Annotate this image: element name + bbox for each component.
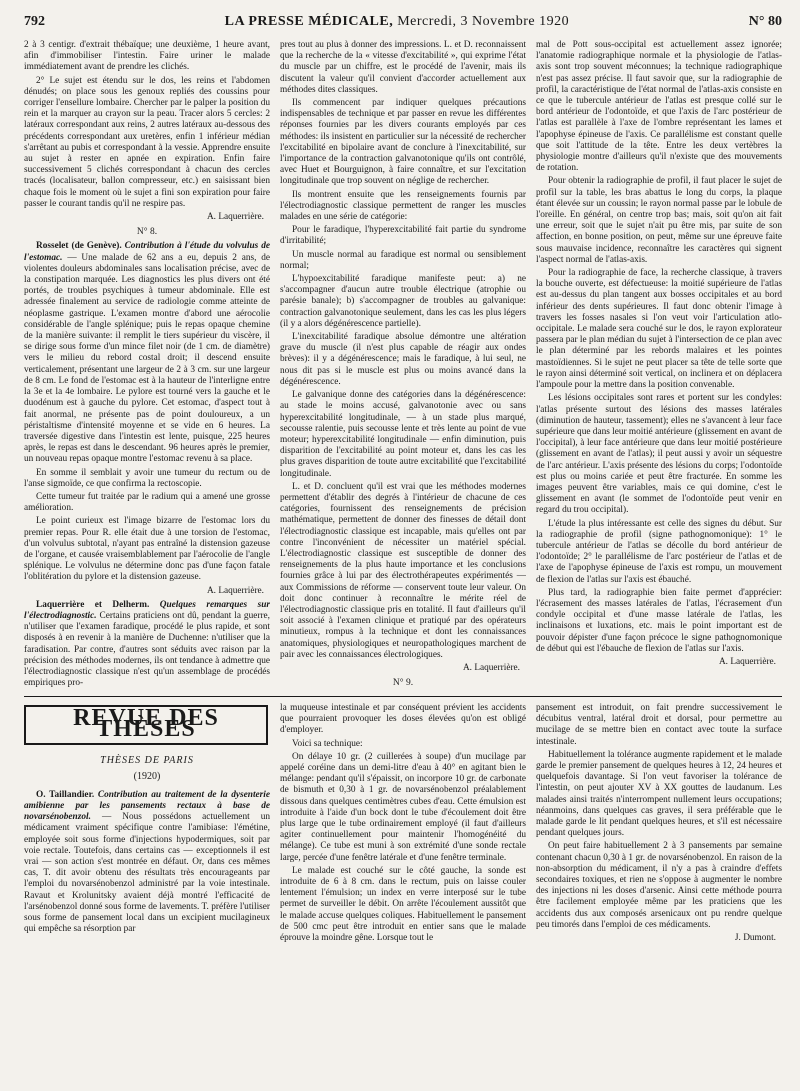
issue-number: N° 80 bbox=[748, 14, 782, 29]
paragraph: L. et D. concluent qu'il est vrai que les méthodes modernes permettent d'établir des degrés à l'intérieur de chacune de ces catégories, fournissent des renseignements de précision mathématique, permettent de donner des finesses de détail dont l'électrodiagnostic classique est incapable, mais qu'elles ont par contre l'inconvénient de nécessiter un matériel spécial. L'électrodiagnostic classique est susceptible de donner des renseignements de la plus haute importance et les conclusions fournies grâce à lui par des électrothérapeutes expérimentés — aux Commissions de réforme — conservent toute leur valeur. On doit donc continuer à reconnaître le mérite réel de l'électrodiagnostic classique pris en totalité. Il faut d'ailleurs qu'il soit associé à l'examen clinique et pratiqué par des opérateurs minutieux, rompus à la technique et dont les connaissances anatomiques, physiologiques et neuropathologiques marchent de pair avec les connaissances électrologiques. bbox=[280, 481, 526, 660]
paragraph: L'inexcitabilité faradique absolue démontre une altération grave du muscle (il n'est plus capable de réagir aux ondes brèves): il y a dégénérescence; mais le faradique, à lui seul, ne nous dit pas si le muscle est plus ou moins avancé dans la dégénérescence. bbox=[280, 332, 526, 387]
article-title: Quelques remarques sur l'électrodiagnostic. bbox=[24, 599, 270, 621]
abstract-text: — Une malade de 62 ans a eu, depuis 2 ans, de violentes douleurs abdominales sans localisation précise, avec de la constipation marquée. Les diagnostics les plus divers ont été portés, de troubles psychiques à tumeur abdominale. Elle est adressée finalement au service de radiologie comme atteinte de néoplasme gastrique. L'examen montre d'abord une aérocolie considérable de l'angle splénique; puis le repas opaque chemine de la manière suivante: il remplit le tiers supérieur du viscère, il se dirige sous forme d'un mince filet noir (de 1 cm. de diamètre) vers le milieu du rebord costal droit; il descend ensuite verticalement, présentant une largeur de 2 à 3 cm. sur une largeur de 8 cm. Le fond de l'estomac est à la hauteur de l'interligne entre la 3e et la 4e lombaire. Le pylore est tourné vers la gauche et le duodénum est à gauche du pylore. Cet estomac, d'aspect tout à fait anormal, ne présente pas de point douloureux, a un péristaltisme d'intensité moyenne et se vide en 6 heures. La traversée digestive dans l'intestin est lente, puisque, 225 heures après, le repas est dans le descendant. 96 heures après le premier, un nouveau repas opaque montre l'estomac revenu à sa place. bbox=[24, 252, 270, 465]
author-name: O. Taillandier. bbox=[36, 789, 95, 800]
section-subheading: THÈSES DE PARIS bbox=[100, 755, 194, 767]
paragraph: Le malade est couché sur le côté gauche, la sonde est introduite de 6 à 8 cm. dans le rectum, puis on laisse couler lentement l'émulsion; un index en verre interposé sur le tube permet de surveiller le débit. On arrête l'écoulement aussitôt que le malade accuse quelques coliques. Habituellement le pansement de 500 cmc peut être introduit en entier sans que le malade éprouve la moindre gêne. Lorsque tout le bbox=[280, 865, 526, 944]
column-1 bbox=[24, 703, 270, 1091]
page-number: 792 bbox=[24, 14, 45, 29]
paragraph: 2° Le sujet est étendu sur le dos, les reins et l'abdomen dénudés; on place sous les genoux repliés des coussins pour corriger l'ensellure lombaire. Chercher par le palper la position du rein et la marquer au crayon sur la peau. Tracer alors 5 cercles: 2 latéraux correspondant aux reins, 2 autres latéraux au-dessous des précédents correspondant aux uretères, enfin 1 inférieur médian s'arrêtant au pubis et correspondant à la vessie. Apprendre ensuite au sujet à rester en apnée en expiration. Enfin faire successivement 5 clichés correspondant à chacun des cercles tracés (localisateur, ballon compresseur, etc.) en saisissant bien chaque fois le moment où le sujet a fini son expiration pour faire passer le courant tandis qu'il ne respire pas. bbox=[24, 75, 270, 209]
paragraph: En somme il semblait y avoir une tumeur du rectum ou de l'anse sigmoïde, ce que confirma la rectoscopie. bbox=[24, 467, 270, 489]
paragraph: Ils montrent ensuite que les renseignements fournis par l'électrodiagnostic classique permettent de ranger les muscles malades en une série de catégorie: bbox=[280, 189, 526, 223]
paragraph: pres tout au plus à donner des impressions. L. et D. reconnaissent que la recherche de la « vitesse d'excitabilité », qui exprime l'état du muscle par un chiffre, est le procédé de l'avenir, mais ils discutent la valeur qu'il convient d'accorder actuellement aux méthodes dites classiques. bbox=[280, 40, 526, 95]
abstract-text: — Nous possédons actuellement un médicament vraiment spécifique contre l'amibiase: l'émétine, employée soit sous forme d'injections hypodermiques, soit par voie rectale. Toutefois, dans certains cas — exceptionnels il est vrai — son action s'est montrée en défaut. Or, dans ces mêmes cas, T. dit avoir obtenu des résultats très encourageants par l'emploi du novarsénobenzol administré par la voie intestinale. Ravaut et Krolunitsky avaient déjà montré l'efficacité de l'arsénobenzol donné sous forme de lavements. T. préfère l'utiliser sous forme de pansement local dans un excipient mucilagineux qui empêche sa résorption par bbox=[24, 812, 270, 935]
paragraph: Les lésions occipitales sont rares et portent sur les condyles: l'atlas présente surtout des lésions des masses latérales (diminution de hauteur, tassement); elles ne s'avancent à leur face supérieure que dans leur moitié antérieure (glissement en avant de l'occipital), à leur face antérieure que dans leur moitié postérieure (glissement en avant de l'atlas); il peut aussi y avoir un séquestre de l'arc antérieur. L'axis présente des lésions du corps; l'odontoïde est plus ou moins cariée et peut être fracturée. En somme les images peuvent être variables, mais ce qui domine, c'est le glissement en avant (le sommet de l'odontoïde peut venir en regard du trou occipital). bbox=[536, 393, 782, 516]
abstract-text: Certains praticiens ont dû, pendant la guerre, n'utiliser que l'examen faradique, procédé le plus rapide, et sont disposés à en revenir à la manière de Duchenne: n'utiliser que la faradisation. Par contre, d'autres sont séduits avec raison par la précision des méthodes modernes, ils ont tendance à admettre que l'électrodiagnostic classique n'est qu'un assemblage de procédés empiriques pro- bbox=[24, 610, 270, 689]
paragraph: Cette tumeur fut traitée par le radium qui a amené une grosse amélioration. bbox=[24, 491, 270, 514]
paragraph: 2 à 3 centigr. d'extrait thébaïque; une deuxième, 1 heure avant, afin d'immobiliser l'intestin. Faire uriner le malade immédiatement avant de prendre les clichés. bbox=[24, 40, 270, 73]
theses-review-columns bbox=[24, 703, 782, 1091]
column-3 bbox=[536, 40, 782, 690]
paragraph: Pour le faradique, l'hyperexcitabilité fait partie du syndrome d'irritabilité; bbox=[280, 225, 526, 247]
author-name: Rosselet (de Genève). bbox=[36, 241, 122, 252]
column-1 bbox=[24, 40, 270, 690]
signature: A. Laquerrière. bbox=[718, 656, 776, 667]
paragraph: Un muscle normal au faradique est normal ou sensiblement normal; bbox=[280, 249, 526, 271]
paragraph: Voici sa technique: bbox=[292, 738, 363, 749]
article-title: Contribution à l'étude du volvulus de l'estomac. bbox=[24, 241, 270, 263]
section-divider bbox=[24, 696, 782, 697]
paragraph: Pour la radiographie de face, la recherche classique, à travers la bouche ouverte, est défectueuse: la moitié supérieure de l'atlas est au-dessus du plan tangent aux bosses occipitales et au bord inférieur des dents supérieures. Il faut donc obtenir l'image à travers les fosses nasales si l'on veut voir l'articulation atlo-occipitale. Le malade sera couché sur le dos, le rayon explorateur passera par le plan médian du sujet à l'intersection de ce plan avec le plan déterminé par les rebords malaires et les pointes mastoïdiennes. Si le sujet ne peut placer sa tête de telle sorte que le rayon ainsi déterminé soit vertical, on inclinera et on déplacera l'ampoule pour la mettre dans la position convenable. bbox=[536, 268, 782, 391]
paragraph: On délaye 10 gr. (2 cuillerées à soupe) d'un mucilage par appelé coréine dans un demi-litre d'eau à 40° en agitant bien le mélange: pendant qu'il s'épaissit, on incorpore 10 gr. de carbonate de bismuth et 0,30 à 1 gr. de novarsénobenzol préalablement dissous dans quelques centimètres cubes d'eau. Cette émulsion est introduite à l'aide d'un bock dont le tube d'écoulement doit être plus large que le tube ordinairement employé (il faut d'ailleurs agiter continuellement pour maintenir l'homogénéité du mélange). Ce tube est muni à son extrémité d'une sonde rectale large, percée d'une fenêtre latérale et d'une fenêtre terminale. bbox=[280, 751, 526, 863]
paragraph: Pour obtenir la radiographie de profil, il faut placer le sujet de profil sur la table, les bras abattus le long du corps, la plaque étant élevée sur un coussin; le rayon normal passe par le lobule de l'oreille. En général, on centre trop bas; mais, soit qu'on ait fait une erreur, soit que le sujet n'ait pu être mis, par suite de son affection, en bonne position, on peut, même sur une épreuve faite sous mauvaise incidence, reconnaître les caractères qui signent l'aspect normal de l'atlas-axis. bbox=[536, 176, 782, 265]
paragraph: On peut faire habituellement 2 à 3 pansements par semaine contenant chacun 0,30 à 1 gr. de novarsénobenzol. En raison de la non-absorption du médicament, il n'y a pas à craindre d'effets secondaires toxiques, et rien ne s'oppose à augmenter le nombre des injections ni les doses d'arsenic. Ainsi cette méthode pourra être facilement employée même par les praticiens que les accidents dus aux composés arsenicaux ont pu rendre quelque peu timorés dans l'emploi de ces médicaments. bbox=[536, 841, 782, 930]
abstract-paragraph bbox=[24, 600, 270, 690]
section-number: N° 9. bbox=[392, 678, 414, 689]
paragraph: Ils commencent par indiquer quelques précautions indispensables de technique et par passer en revue les différentes réponses fournies par les divers courants employés par ces méthodes: ils insistent en particulier sur la nécessité de rechercher l'excitabilité en bipolaire avant de conclure à l'inexcitabilité, sur l'importance de la contraction galvanotonique qu'ils ont contrôlé, avec Huet et Bourguignon, à faire connaître, et sur l'excitation longitudinale que trop souvent on néglige de rechercher. bbox=[280, 98, 526, 187]
abstract-paragraph bbox=[24, 790, 270, 936]
running-header bbox=[24, 14, 782, 36]
signature: A. Laquerrière. bbox=[206, 212, 264, 223]
section-number: N° 8. bbox=[136, 227, 158, 238]
author-name: Laquerrière et Delherm. bbox=[36, 599, 150, 610]
column-2 bbox=[280, 703, 526, 1091]
paragraph: L'étude la plus intéressante est celle des signes du début. Sur la radiographie de profil (signe pathognomonique): 1° le tubercule antérieur de l'atlas se décolle du bord antérieur de l'odontoïde; 2° le parallélisme de l'arc postérieur de l'atlas et de l'axe de l'apophyse épineuse de l'axis est rompu, un mouvement de flexion de l'atlas sur l'axis est ébauché. bbox=[536, 518, 782, 585]
journal-title bbox=[225, 14, 570, 30]
section-heading: REVUE DES THÈSES bbox=[73, 705, 219, 743]
paragraph: Le galvanique donne des catégories dans la dégénérescence: au stade le moins accusé, galvanotonie avec ou sans hyperexcitabilité longitudinale, — à un stade plus marqué, secousse ralentie, puis secousse lente et très lente au point de vue moteur; hyperexcitabilité longitudinale — enfin diminution, puis disparition de l'excitabilité au point moteur et, dans les cas les plus graves disparition de toute autre excitabilité que l'excitabilité longitudinale. bbox=[280, 390, 526, 479]
issue-date: Mercredi, 3 Novembre 1920 bbox=[397, 14, 570, 29]
abstract-paragraph bbox=[24, 241, 270, 465]
column-2 bbox=[280, 40, 526, 690]
paragraph: Plus tard, la radiographie bien faite permet d'apprécier: l'écrasement des masses latérales de l'atlas, l'écrasement d'un condyle occipital et d'une masse latérale de l'atlas, les inclinaisons et luxations, etc. mais le point important est de pouvoir dépister d'une façon précoce le signe pathognomonique de début qui est l'ébauche de flexion de l'atlas sur l'axis. bbox=[536, 587, 782, 654]
section-year: (1920) bbox=[133, 770, 161, 782]
paragraph: Le point curieux est l'image bizarre de l'estomac lors du premier repas. Pour R. elle était due à une torsion de l'estomac, d'un volvulus subtotal, n'ayant pas entraîné la distension gazeuse de l'organe, et causée vraisemblablement par l'aérocolie de l'angle splénique. Le volvulus ne détermine donc pas d'une façon fatale l'oblitération du pylore et la distension gazeuse. bbox=[24, 516, 270, 583]
paragraph: pansement est introduit, on fait prendre successivement le décubitus ventral, latéral droit et dorsal, pour permettre au mucilage de se mettre bien en contact avec toute la surface intestinale. bbox=[536, 703, 782, 747]
paragraph: la muqueuse intestinale et par conséquent prévient les accidents que pourraient provoquer les doses élevées qu'on est obligé d'employer. bbox=[280, 703, 526, 736]
signature: A. Laquerrière. bbox=[206, 585, 264, 596]
upper-article-columns bbox=[24, 40, 782, 690]
paragraph: L'hypoexcitabilité faradique manifeste peut: a) ne s'accompagner d'aucun autre trouble électrique (atrophie ou parésie banale); b) s'accompagner de troubles au galvanique: contraction galvanotonique seulement, dans les cas les plus légers (il y a alors dégénérescence partielle). bbox=[280, 274, 526, 329]
thesis-title: Contribution au traitement de la dysenterie amibienne par les pansements rectaux à base de novarsénobenzol. bbox=[24, 789, 270, 823]
column-3 bbox=[536, 703, 782, 1091]
section-heading-box bbox=[24, 705, 268, 745]
journal-name: LA PRESSE MÉDICALE, bbox=[224, 14, 394, 29]
paragraph: Habituellement la tolérance augmente rapidement et le malade garde le premier pansement de quelques heures à 12, 24 heures et quelquefois davantage. Si l'on veut favoriser la tolérance de l'intestin, on peut ajouter XV à XX gouttes de laudanum. Les malades ainsi traités n'interrompent nullement leurs occupations; néanmoins, dans quelques cas graves, il sera préférable que le malade garde le lit pendant quelques heures, et s'il est nécessaire pendant quelques jours. bbox=[536, 749, 782, 839]
paragraph: mal de Pott sous-occipital est actuellement assez ignorée; l'anatomie radiographique normale et la physiologie de l'atlas-axis sont trop souvent méconnues; la technique radiographique n'est pas assez précise. Il faut savoir que, sur la radiographie de profil, la caractéristique de l'état normal de l'atlas-axis consiste en ce que le tubercule antérieur de l'atlas est presque collé sur le bord antérieur de l'odontoïde, et que l'axis de l'arc postérieur de l'atlas est parallèle à l'axe de l'ombre représentant les lames et l'apophyse épineuse de l'axis. Ce parallélisme est constant quelle que soit l'attitude de la tête. Entre les deux vertèbres la physiologie montre d'ailleurs qu'il n'existe que des mouvements de rotation. bbox=[536, 40, 782, 174]
signature: J. Dumont. bbox=[734, 933, 776, 944]
signature: A. Laquerrière. bbox=[462, 662, 520, 673]
